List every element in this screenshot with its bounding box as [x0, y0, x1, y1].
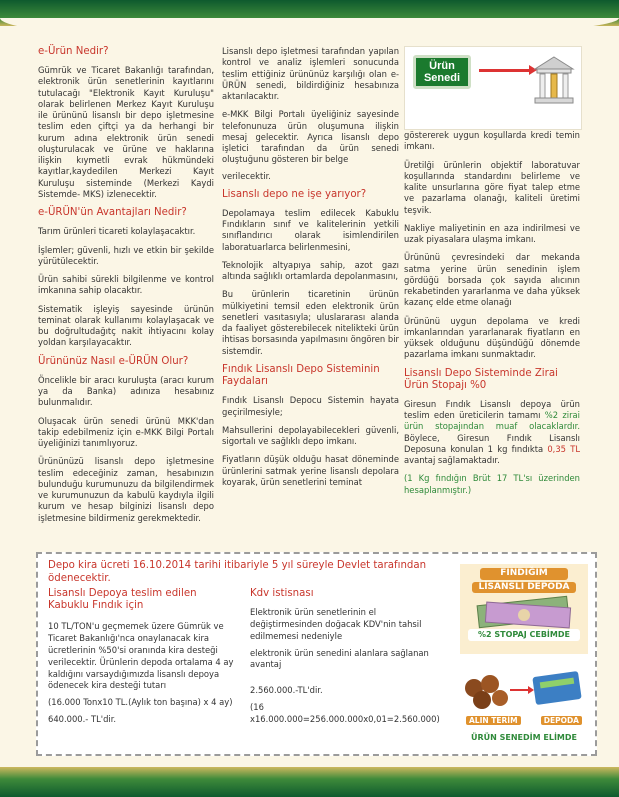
heading-advantages: e-ÜRÜN'ün Avantajları Nedir?: [38, 207, 187, 219]
label-depoda: DEPODA: [541, 716, 582, 725]
heading-what-is-e-urun: e-Ürün Nedir?: [38, 46, 109, 57]
bottom-decorative-band: [0, 767, 619, 797]
text-run: avantaj sağlamaktadır.: [404, 455, 500, 466]
paragraph: Mahsullerini depolayabilecekleri güvenli, sigortalı ve sağlıklı depo imkanı.: [222, 424, 399, 447]
column-2: [222, 46, 399, 495]
paragraph-total: 2.560.000.-TL'dir.: [250, 685, 323, 696]
paragraph: Sistematik işleyiş sayesinde ürünün teminat olarak kullanımı kolaylaşacak ve bu doğrultudağıtç nakit ihtiyacını kolay yoldan karşılayacaktır.: [38, 303, 214, 348]
urun-senedi-illustration: [404, 46, 582, 130]
paragraph: (16.000 Tonx10 TL.(Aylık ton başına) x 4 ay): [48, 697, 233, 708]
heading-how-to: Ürününüz Nasıl e-ÜRÜN Olur?: [38, 355, 189, 367]
arrow-right-icon: [479, 69, 531, 72]
paragraph: Ürün sahibi sürekli bilgilenme ve kontrol imkanına sahip olacaktır.: [38, 274, 214, 296]
paragraph: Ürününü uygun depolama ve kredi imkanlarından yararlanarak fiyatların en yüksek olduğunu düşündüğü dönemde pazarlama imkanı sunmaktadır.: [404, 315, 580, 360]
paragraph: İşlemler; güvenli, hızlı ve etkin bir şekilde yürütülecektir.: [38, 244, 214, 266]
text-run: Böylece, Giresun Fındık Lisanslı Deposuna konulan 1 kg fındıkta: [404, 432, 580, 454]
graphic-caption: %2 STOPAJ CEBİMDE: [468, 629, 580, 641]
graphic-title-1: FINDIĞIM: [480, 568, 568, 580]
paragraph: Üretilği ürünlerin objektif laboratuvar koşullarında standardını belirleme ve kalite unsurlarına göre fiyat talep etme ve pazarlama olanağı, kaliteli üretimi teşvik.: [404, 159, 580, 215]
highlight-exempt: %2 zirai ürün stopajından muaf olacaklardır.: [404, 410, 580, 432]
findigim-lisansli-depoda-graphic: [460, 564, 588, 654]
paragraph: e-MKK Bilgi Portalı üyeliğiniz sayesinde telefonunuza ürün oluşumuna ilişkin mesaj gelecektir. Ayrıca lisanslı depo işletici tarafından da ürün senedi oluştuğunu gösteren bir belge: [222, 109, 399, 165]
sign-line-1: Ürün: [429, 60, 455, 72]
paragraph: Öncelikle bir aracı kuruluşta (aracı kurum ya da Banka) adınıza hesabınız bulunmalıdır.: [38, 374, 214, 408]
paragraph: Bu ürünlerin ticaretinin ürünün mülkiyetini temsil eden elektronik ürün senetleri vasıtasıyla; uluslararası alanda da faaliyet gösterebilecek nitelikteki ürün ihtisas borsasında yapılmasını öngören bir sistemdir.: [222, 289, 399, 356]
label-alin-terim: ALIN TERİM: [466, 716, 521, 725]
box-middle-column: [250, 588, 450, 730]
graphic-labels: [460, 716, 588, 725]
hazelnut-and-card-icon: [460, 664, 588, 716]
paragraph: (16 x16.000.000=256.000.000x0,01=2.560.000): [250, 701, 440, 724]
paragraph: Elektronik ürün senetlerinin el değiştirmesinden doğacak KDV'nin tahsil edilmemesi nedeniyle: [250, 607, 422, 641]
paragraph: Lisanslı depo işletmesi tarafından yapılan kontrol ve analiz işlemleri sonucunda teslim ettiğiniz ürününüz karşılığı olan e-ÜRÜN senedi, bildirdiğiniz hesabınıza aktarılacaktır.: [222, 46, 399, 101]
heading-kabuklu-findik: Lisanslı Depoya teslim edilen Kabuklu Fındık için: [48, 588, 197, 612]
graphic-caption: ÜRÜN SENEDİM ELİMDE: [471, 733, 577, 742]
paragraph: verilecektir.: [222, 170, 271, 181]
paragraph: Ürününüzü lisanslı depo işletmesine teslim edeceğiniz zaman, hesabınızın bulunduğu kurumunuzu da bilgilendirmek ve kurumunuzun da kabulü kaydıyla ilgili kurum ve hesap bilginizi lisanslı depo işletmesine bildirmeniz gerekmektedir.: [38, 456, 214, 523]
heading-kdv: Kdv istisnası: [250, 588, 314, 599]
top-swoosh: [0, 18, 619, 40]
sign-line-2: Senedi: [423, 71, 461, 84]
column-3: [404, 130, 580, 503]
bank-building-icon: [533, 55, 575, 105]
urun-senedi-sign: [413, 55, 471, 89]
paragraph: göstererek uygun koşullarda kredi temin imkanı.: [404, 130, 580, 152]
paragraph: elektronik ürün senedini alanlara sağlanan avantaj: [250, 647, 429, 670]
paragraph: Teknolojik altyapıya sahip, azot gazı altında sağlıklı ortamlarda depolanmasını,: [222, 259, 399, 282]
paragraph: Oluşacak ürün senedi ürünü MKK'dan takip edebilmeniz için e-MKK Bilgi Portalı üyeliğinizi tanımlıyoruz.: [38, 415, 214, 449]
box-left-column: [48, 588, 236, 731]
text-run: Giresun Fındık Lisanslı depoya ürün teslim eden üreticilerin tamamı: [404, 398, 580, 421]
paragraph: Nakliye maliyetinin en aza indirilmesi ve uzak piyasalara ulaşma imkanı.: [404, 222, 580, 244]
alin-terim-depoda-graphic: [460, 664, 588, 748]
paragraph: Depolamaya teslim edilecek Kabuklu Fındıkların sınıf ve kalitelerinin yetkili sınıflandırıcı olarak isimlendirilen laboratuarlarca belirlenmesini,: [222, 207, 399, 252]
column-1: [38, 46, 214, 531]
info-box: [36, 552, 597, 756]
paragraph-stopaj: [404, 399, 580, 467]
box-lead-text: Depo kira ücreti 16.10.2014 tarihi itibariyle 5 yıl süreyle Devlet tarafından ödenecektir.: [48, 560, 427, 584]
paragraph: Gümrük ve Ticaret Bakanlığı tarafından, elektronik ürün senetlerinin kayıtlarını tutulacağı "Elektronik Kayıt Kuruluşu" olarak belirlenen Merkez Kayıt Kuruluşu ile ürününü lisanslı bir depo işletmesine teslim eden çiftçi ya da herhangi bir kurum adına elektronik ürün senedi oluşturulacak ve ürüne ve haklarına ilişkin kıymetli evrak hükmündeki kayıtlar,kaydedilen Merkezi Kayıt Kuruluşu sisteminde (Merkezi Kaydi Sistemde- MKS) izlenecektir.: [38, 65, 214, 199]
heading-what-depot-does: Lisanslı depo ne işe yarıyor?: [222, 188, 367, 200]
paragraph: Ürününü çevresindeki dar mekanda satma yerine ürün senedinin işlem gördüğü borsada çok sayıda alıcının rekabetinden yararlanma ve daha yüksek kazanç elde etme olanağı: [404, 252, 580, 308]
paragraph: Tarım ürünleri ticareti kolaylaşacaktır.: [38, 226, 196, 237]
paragraph: Fiyatların düşük olduğu hasat döneminde ürünlerini satmak yerine lisanslı depolara koyarak, ürün senetlerini teminat: [222, 454, 399, 487]
paragraph-total: 640.000.- TL'dir.: [48, 713, 117, 724]
paragraph-note: (1 Kg fındığın Brüt 17 TL'sı üzerinden hesaplanmıştır.): [404, 473, 580, 495]
heading-zirai-stopaj: Lisanslı Depo Sisteminde Zirai Ürün Stopajı %0: [404, 367, 558, 391]
heading-benefits: Fındık Lisanslı Depo Sisteminin Faydaları: [222, 363, 380, 388]
money-notes-icon: [460, 593, 588, 629]
graphic-title-2: LİSANSLI DEPODA: [472, 582, 576, 594]
paragraph: Fındık Lisanslı Depocu Sistemin hayata geçirilmesiyle;: [222, 395, 399, 417]
highlight-amount: 0,35 TL: [547, 443, 581, 454]
paragraph: 10 TL/TON'u geçmemek üzere Gümrük ve Ticaret Bakanlığı'nca onaylanacak kira ücretlerinin %50'si oranında kira desteği verilecektir. Ürünlerin depoda ortalama 4 ay kaldığını varsaydığımızda lisanslı depoya ödenecek kira desteği tutarı: [48, 621, 234, 691]
